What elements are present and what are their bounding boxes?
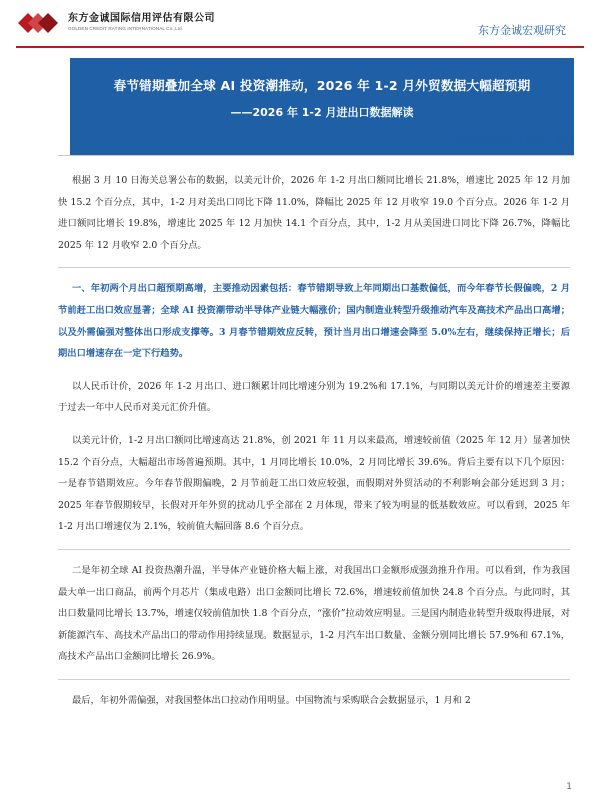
- header-divider: [16, 46, 584, 48]
- paragraph-usd-analysis: 以美元计价，1-2 月出口额同比增速高达 21.8%，创 2021 年 11 月以来最高，增速较前值（2025 年 12 月）显著加快 15.2 个百分点，大幅超出市场普遍预期。其中，1 月同比增长 10.0%，2 月同比增长 39.6%。背后主要有以下几个原因：一是春节错期效应。今年春节假期偏晚，2 月节前赶工出口效应较强，而假期对外贸活动的不利影响会部分延迟到 3 月；2025 年春节假期较早，长假对开年外贸的扰动几乎全部在 2 月体现，带来了较为明显的低基数效应。可以看到，2025 年 1-2 月出口增速仅为 2.1%，较前值大幅回落 8.6 个百分点。: [58, 434, 570, 533]
- paragraph-external-demand: 最后，年初外需偏强，对我国整体出口拉动作用明显。中国物流与采购联合会数据显示，1 月和 2: [71, 694, 471, 706]
- paragraph-summary-highlight: 一、年初两个月出口超预期高增，主要推动因素包括：春节错期导致上年同期出口基数偏低，而今年春节长假偏晚，2 月节前赶工出口效应显著；全球 AI 投资潮带动半导体产业链大幅涨价；国内制造业转型升级推动汽车及高技术产品出口高增；以及外需偏强对整体出口形成支撑等。3 月春节错期效应反转，预计当月出口增速会降至 5.0%左右，继续保持正增长；后期出口增速存在一定下行趋势。: [58, 283, 570, 360]
- section-divider: [58, 155, 574, 156]
- report-subtitle: ——2026 年 1-2 月进出口数据解读: [230, 106, 414, 119]
- brand-label: 东方金诚宏观研究: [478, 24, 566, 37]
- diamond-logo-icon: [16, 12, 62, 34]
- paragraph-divider: [58, 549, 570, 550]
- paragraph-divider: [58, 267, 570, 268]
- page-number: 1: [566, 782, 572, 792]
- logo-english-name: GOLDEN CREDIT RATING INTERNATIONAL Co.,Ltd.: [68, 26, 184, 32]
- report-title: 春节错期叠加全球 AI 投资潮推动，2026 年 1-2 月外贸数据大幅超预期: [113, 78, 531, 93]
- paragraph-rmb: 以人民币计价，2026 年 1-2 月出口、进口额累计同比增速分别为 19.2%和 17.1%，与同期以美元计价的增速差主要源于过去一年中人民币对美元汇价升值。: [58, 380, 570, 414]
- report-body: [58, 170, 570, 722]
- paragraph-ai-semiconductor: 二是年初全球 AI 投资热潮升温，半导体产业链价格大幅上涨，对我国出口金额形成强劲推升作用。可以看到，作为我国最大单一出口商品，前两个月芯片（集成电路）出口金额同比增长 72.6%，增速较前值加快 24.8 个百分点。与此同时，其出口数量同比增长 13.7%，增速仅较前值加快 1.8 个百分点，“涨价”拉动效应明显。三是国内制造业转型升级取得进展，对新能源汽车、高技术产品出口的带动作用持续显现。数据显示，1-2 月汽车出口数量、金额分别同比增长 57.9%和 67.1%，高技术产品出口金额同比增长 26.9%。: [58, 564, 570, 663]
- logo-chinese-name: 东方金诚国际信用评估有限公司: [68, 13, 215, 25]
- page-header: [0, 0, 600, 48]
- paragraph-divider: [58, 679, 570, 680]
- paragraph-intro: 根据 3 月 10 日海关总署公布的数据，以美元计价，2026 年 1-2 月出口额同比增长 21.8%，增速比 2025 年 12 月加快 15.2 个百分点，其中，1-2 月对美出口同比下降 11.0%，降幅比 2025 年 12 月收窄 19.0 个百分点。2026 年 1-2 月进口额同比增长 19.8%，增速比 2025 年 12 月加快 14.1 个百分点，其中，1-2 月从美国进口同比下降 26.7%，降幅比 2025 年 12 月收窄 2.0 个百分点。: [58, 175, 570, 251]
- author-line: 研究发展部执行总监 冯琳: [454, 136, 574, 147]
- company-logo: [16, 12, 215, 34]
